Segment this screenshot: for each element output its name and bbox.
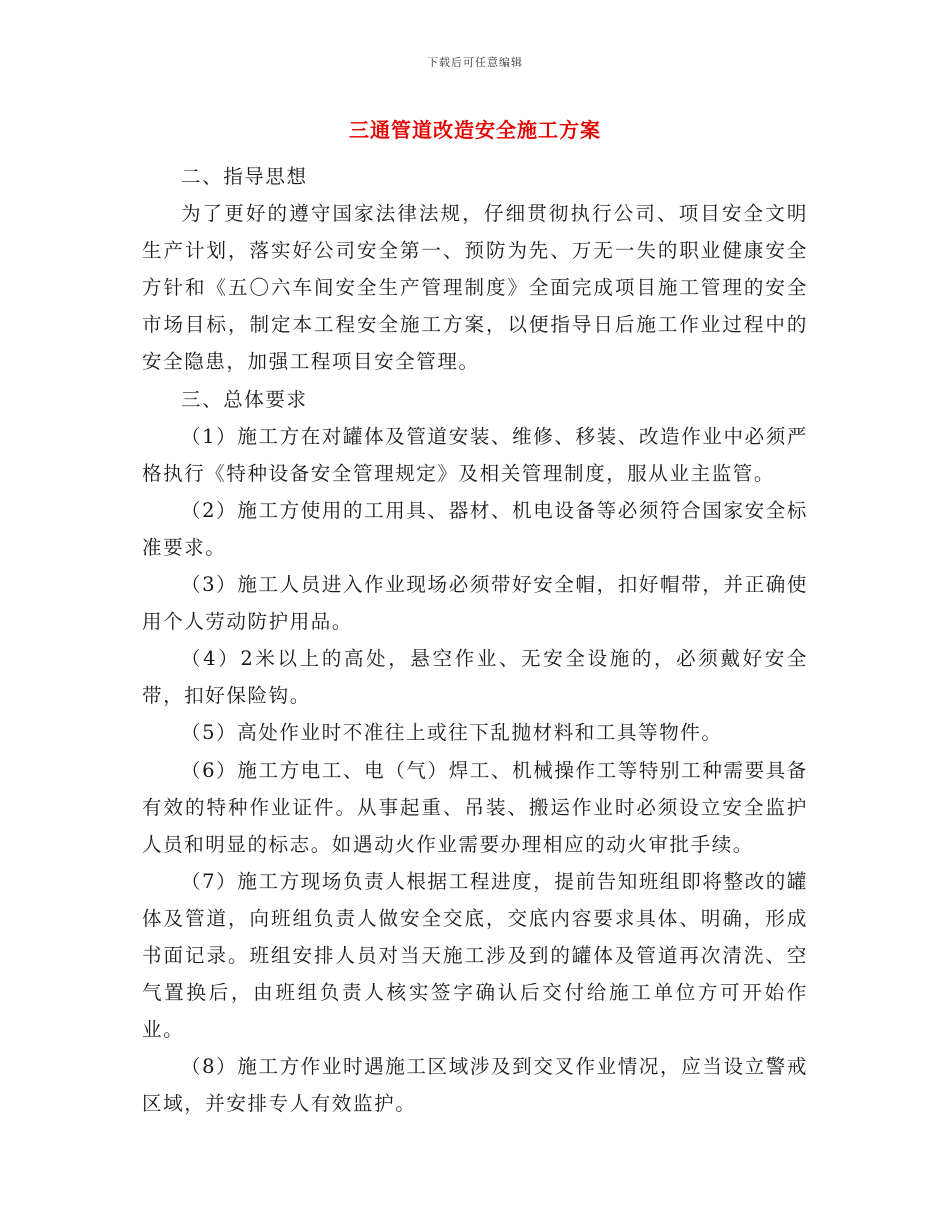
requirement-item-2: （2）施工方使用的工用具、器材、机电设备等必须符合国家安全标准要求。	[142, 498, 808, 559]
requirement-item-1: （1）施工方在对罐体及管道安装、维修、移装、改造作业中必须严格执行《特种设备安全管理规定》及相关管理制度，服从业主监管。	[142, 424, 808, 485]
paragraph-guiding-ideology: 为了更好的遵守国家法律法规，仔细贯彻执行公司、项目安全文明生产计划，落实好公司安全第一、预防为先、万无一失的职业健康安全方针和《五〇六车间安全生产管理制度》全面完成项目施工管理的安全市场目标，制定本工程安全施工方案，以便指导日后施工作业过程中的安全隐患，加强工程项目安全管理。	[142, 202, 808, 374]
page-header-note: 下载后可任意编辑	[427, 56, 523, 69]
requirement-item-5: （5）高处作业时不准往上或往下乱抛材料和工具等物件。	[181, 721, 723, 745]
requirement-item-4: （4）2米以上的高处，悬空作业、无安全设施的，必须戴好安全带，扣好保险钩。	[142, 647, 808, 708]
requirement-item-7: （7）施工方现场负责人根据工程进度，提前告知班组即将整改的罐体及管道，向班组负责人做安全交底，交底内容要求具体、明确，形成书面记录。班组安排人员对当天施工涉及到的罐体及管道再次清洗、空气置换后，由班组负责人核实签字确认后交付给施工单位方可开始作业。	[142, 869, 808, 1042]
section-heading-general-requirements: 三、总体要求	[181, 387, 308, 411]
requirement-item-3: （3）施工人员进入作业现场必须带好安全帽，扣好帽带，并正确使用个人劳动防护用品。	[142, 573, 808, 634]
section-heading-guiding-ideology: 二、指导思想	[181, 165, 308, 188]
document-body	[142, 158, 808, 1122]
requirement-item-6: （6）施工方电工、电（气）焊工、机械操作工等特别工种需要具备有效的特种作业证件。从事起重、吊装、搬运作业时必须设立安全监护人员和明显的标志。如遇动火作业需要办理相应的动火审批手续。	[142, 758, 808, 856]
document-title: 三通管道改造安全施工方案	[349, 118, 601, 142]
requirement-item-8: （8）施工方作业时遇施工区域涉及到交叉作业情况，应当设立警戒区域，并安排专人有效监护。	[142, 1055, 808, 1116]
